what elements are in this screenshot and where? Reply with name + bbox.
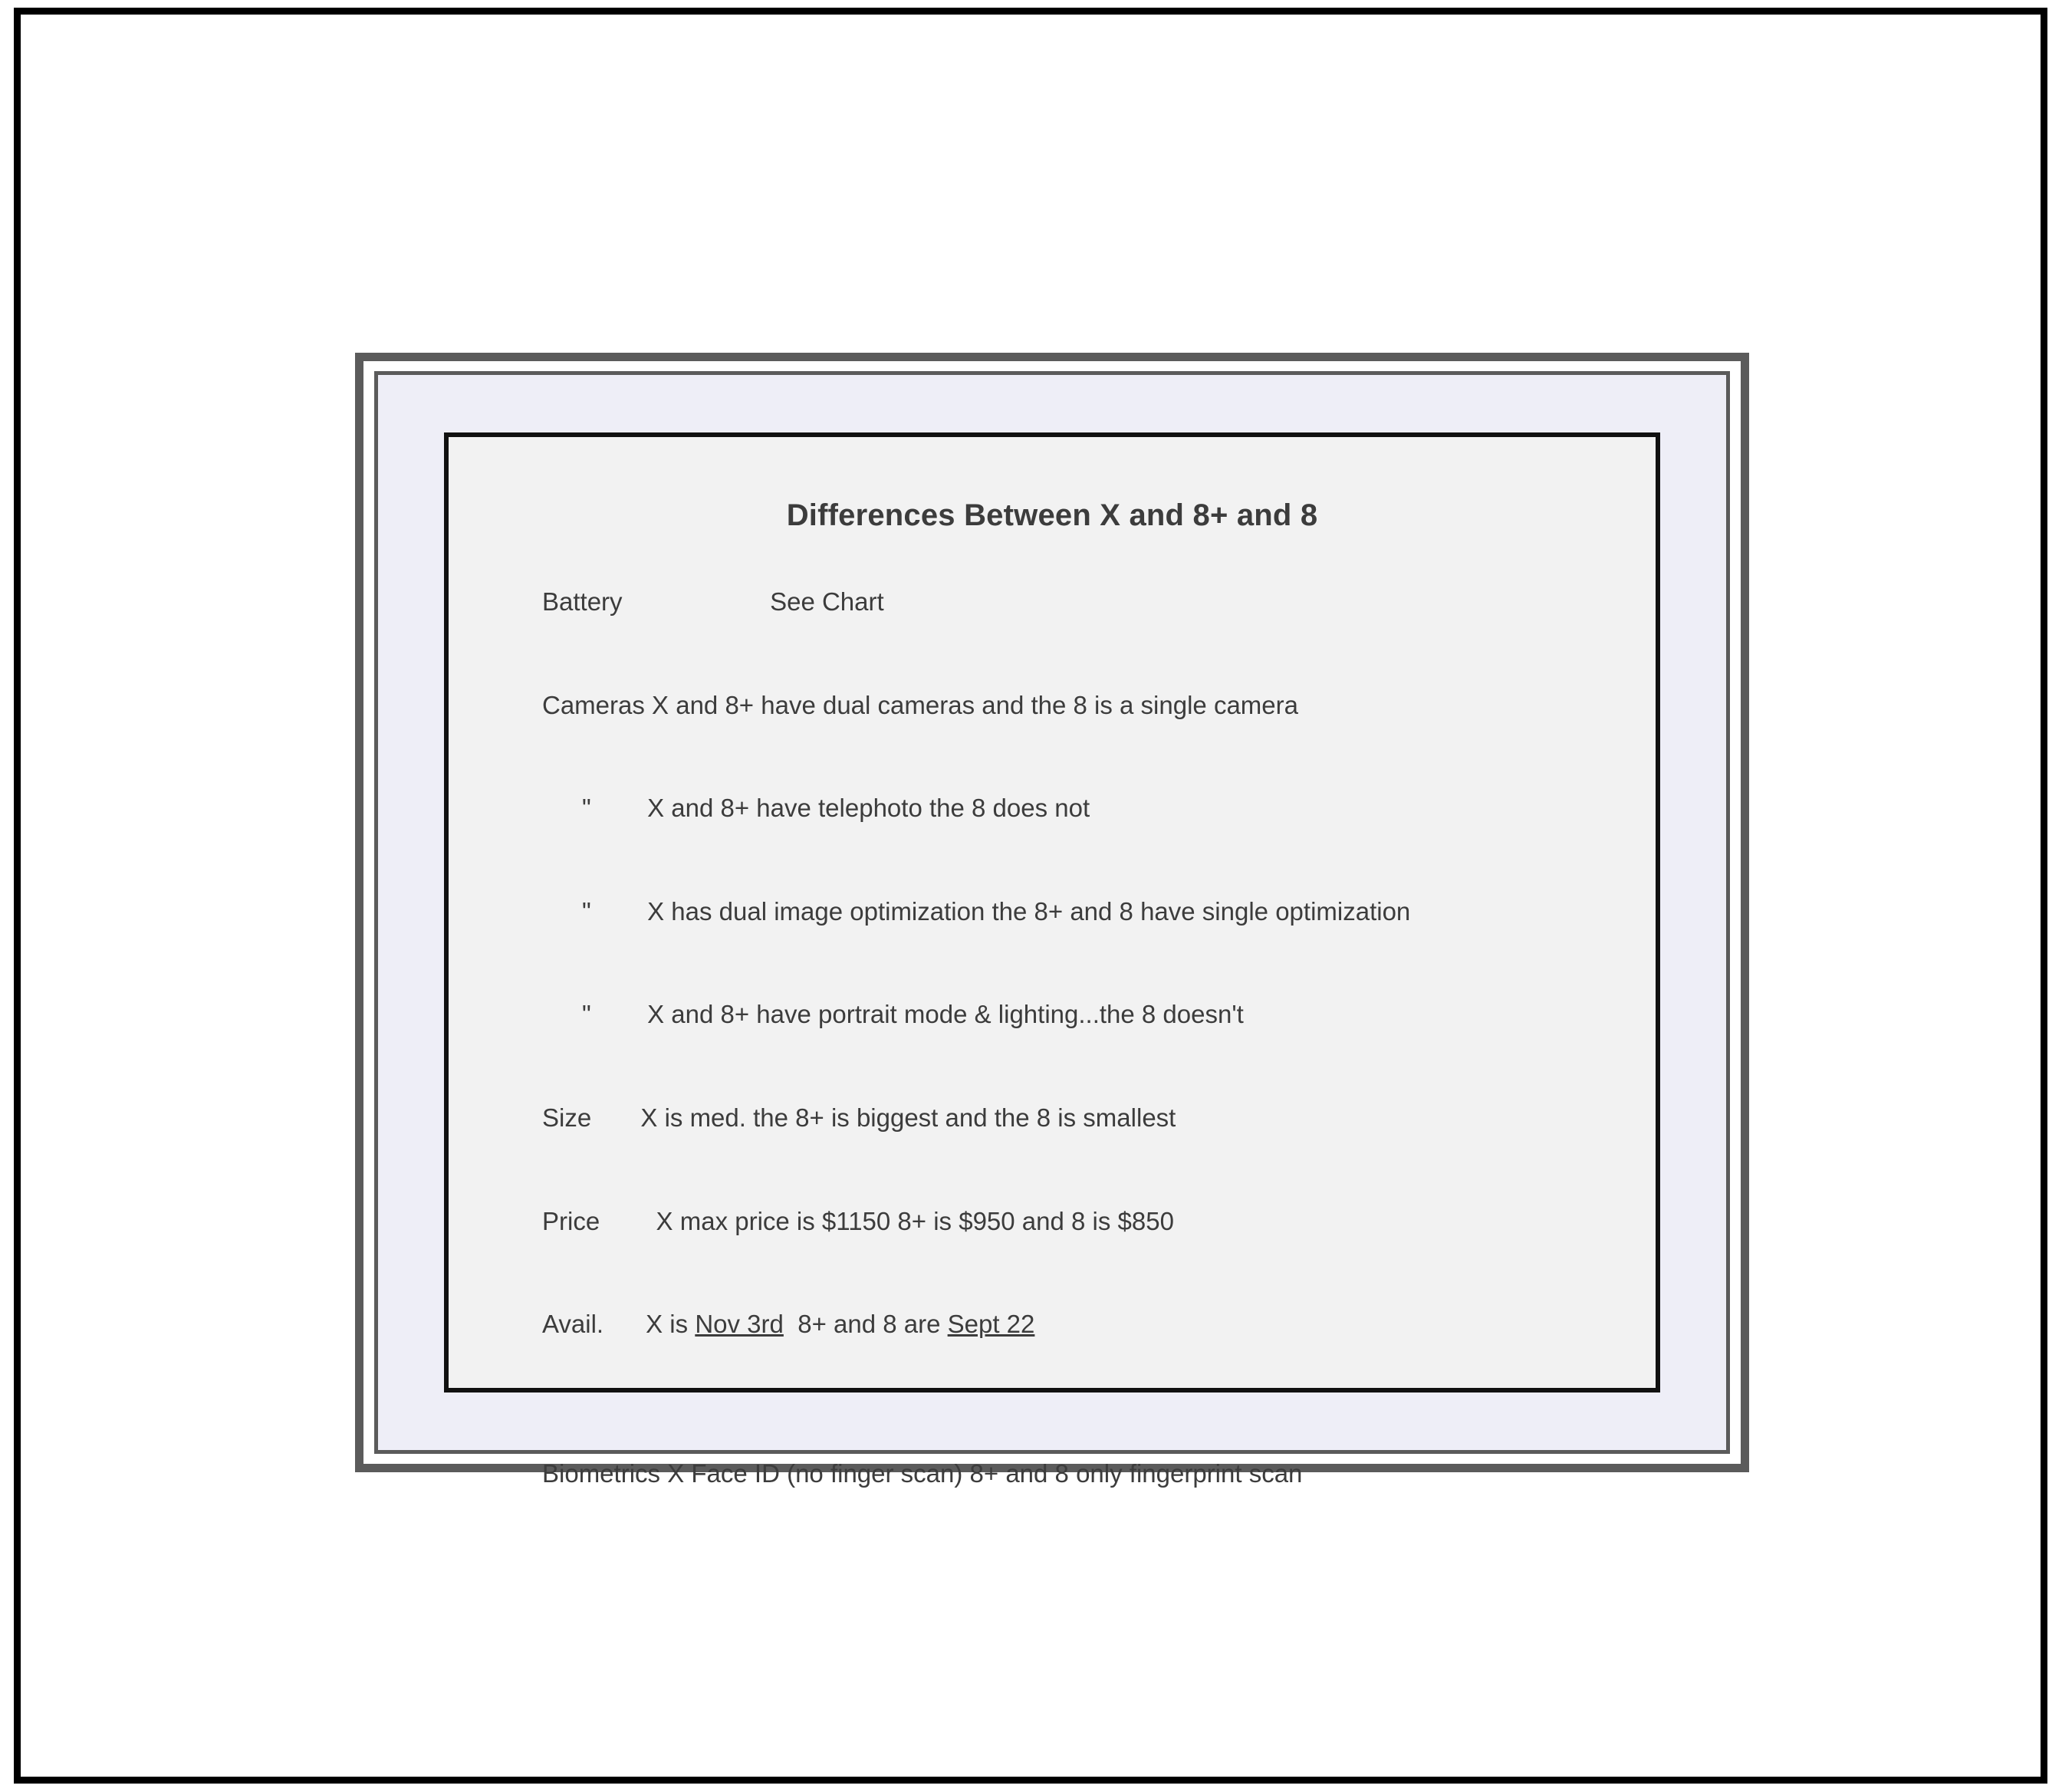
- line-camera-optimization-label: ": [582, 896, 591, 926]
- line-camera-optimization-spacer: [591, 896, 647, 927]
- line-camera-telephoto-text: X and 8+ have telephoto the 8 does not: [647, 794, 1090, 823]
- line-availability-pre: X is: [646, 1310, 696, 1339]
- slide-middle-frame: [374, 371, 1730, 1488]
- line-availability: [542, 1309, 1625, 1340]
- line-camera-portrait: [542, 999, 1625, 1030]
- line-cameras-label: Cameras: [542, 690, 645, 719]
- line-battery-label: Battery: [542, 587, 623, 616]
- line-availability-mid: 8+ and 8 are: [783, 1310, 948, 1339]
- page-border: [14, 8, 2047, 1784]
- line-camera-telephoto-label: ": [582, 794, 591, 823]
- line-biometrics-text: X Face ID (no finger scan) 8+ and 8 only fingerprint scan: [667, 1458, 1303, 1488]
- line-price-spacer: [600, 1206, 656, 1237]
- line-battery-text: See Chart: [770, 587, 884, 616]
- availability-date-x: Nov 3rd: [695, 1310, 784, 1339]
- line-camera-telephoto-spacer: [591, 793, 647, 824]
- line-size-label: Size: [542, 1103, 592, 1132]
- line-size: [542, 1103, 1625, 1133]
- line-size-spacer: [591, 1103, 640, 1133]
- line-cameras-spacer: [645, 690, 652, 721]
- line-battery: [542, 587, 1625, 617]
- line-biometrics: [542, 1458, 1625, 1489]
- line-price: [542, 1206, 1625, 1237]
- slide-content-area: [444, 432, 1660, 1488]
- page-title: Differences Between X and 8+ and 8: [786, 498, 1318, 532]
- availability-date-8: Sept 22: [947, 1310, 1035, 1339]
- line-price-text: X max price is $1150 8+ is $950 and 8 is $850: [656, 1206, 1174, 1235]
- line-camera-telephoto: [542, 793, 1625, 824]
- line-cameras-text: X and 8+ have dual cameras and the 8 is a single camera: [652, 690, 1298, 719]
- line-price-label: Price: [542, 1206, 600, 1235]
- line-camera-optimization-text: X has dual image optimization the 8+ and 8 have single optimization: [647, 896, 1411, 926]
- line-availability-label: Avail.: [542, 1310, 604, 1339]
- line-battery-spacer: [623, 587, 771, 617]
- body-text-block: [542, 587, 1625, 1521]
- line-camera-portrait-text: X and 8+ have portrait mode & lighting...the 8 doesn't: [647, 1000, 1244, 1029]
- line-biometrics-spacer: [660, 1458, 667, 1489]
- line-camera-optimization: [542, 896, 1625, 927]
- line-camera-portrait-label: ": [582, 1000, 591, 1029]
- line-cameras: [542, 690, 1625, 721]
- slide-outer-frame: [355, 353, 1749, 1488]
- line-biometrics-label: Biometrics: [542, 1458, 661, 1488]
- line-size-text: X is med. the 8+ is biggest and the 8 is smallest: [640, 1103, 1176, 1132]
- line-availability-spacer: [603, 1309, 646, 1340]
- line-camera-portrait-spacer: [591, 999, 647, 1030]
